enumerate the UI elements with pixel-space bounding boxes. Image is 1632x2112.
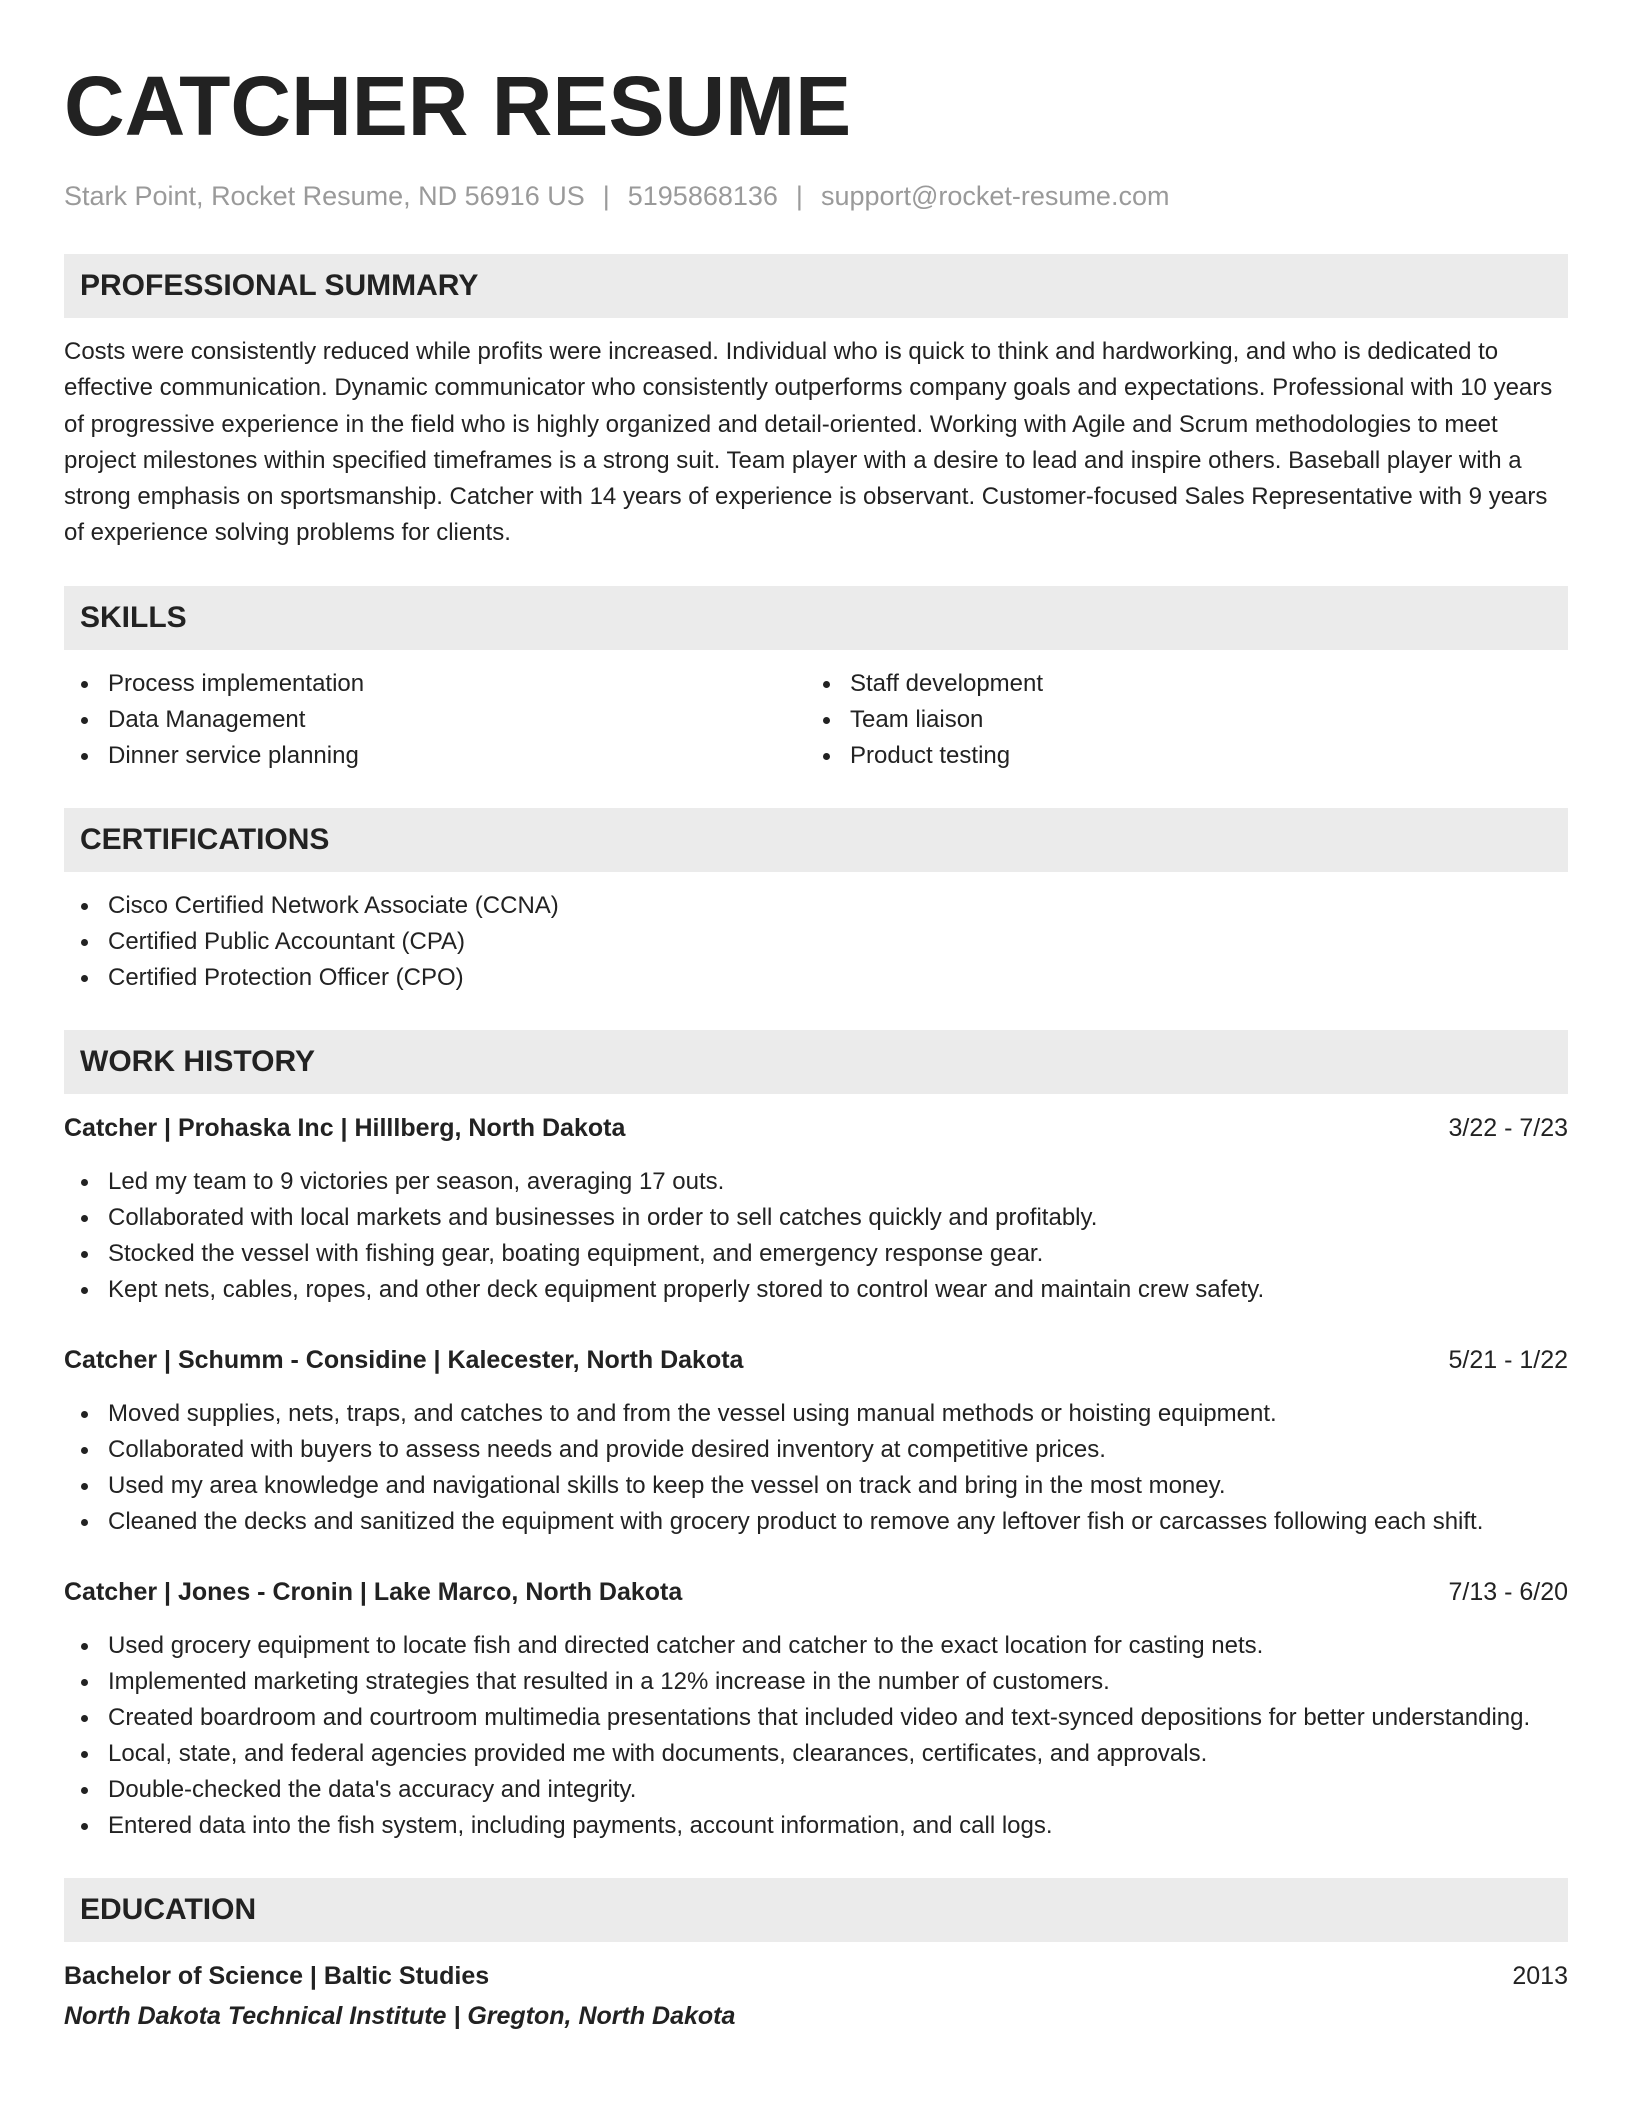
skills-grid bbox=[64, 666, 1568, 774]
job-bullet: Collaborated with local markets and businesses in order to sell catches quickly and profitably. bbox=[64, 1200, 1568, 1236]
job-dates: 3/22 - 7/23 bbox=[1448, 1113, 1568, 1142]
job-bullets bbox=[64, 1164, 1568, 1308]
job-bullets bbox=[64, 1396, 1568, 1540]
education-heading: EDUCATION bbox=[64, 1878, 1568, 1942]
certifications-heading: CERTIFICATIONS bbox=[64, 808, 1568, 872]
certification-item: Certified Protection Officer (CPO) bbox=[64, 960, 1568, 996]
skills-section bbox=[64, 586, 1568, 774]
skill-item: Team liaison bbox=[806, 702, 1548, 738]
education-year: 2013 bbox=[1512, 1961, 1568, 1990]
certifications-section bbox=[64, 808, 1568, 996]
contact-email: support@rocket-resume.com bbox=[820, 181, 1170, 211]
skill-item: Product testing bbox=[806, 738, 1548, 774]
certification-item: Cisco Certified Network Associate (CCNA) bbox=[64, 888, 1568, 924]
contact-address: Stark Point, Rocket Resume, ND 56916 US bbox=[64, 181, 585, 211]
job-entry bbox=[64, 1110, 1568, 1308]
job-header bbox=[64, 1574, 1568, 1610]
skill-item: Data Management bbox=[64, 702, 806, 738]
job-title: Catcher | Jones - Cronin | Lake Marco, North Dakota bbox=[64, 1577, 683, 1606]
job-bullet: Entered data into the fish system, including payments, account information, and call logs. bbox=[64, 1808, 1568, 1844]
job-bullet: Moved supplies, nets, traps, and catches to and from the vessel using manual methods or hoisting equipment. bbox=[64, 1396, 1568, 1432]
skills-heading: SKILLS bbox=[64, 586, 1568, 650]
job-bullets bbox=[64, 1628, 1568, 1844]
job-dates: 5/21 - 1/22 bbox=[1448, 1345, 1568, 1374]
contact-line bbox=[64, 178, 1568, 214]
job-title: Catcher | Prohaska Inc | Hilllberg, North Dakota bbox=[64, 1113, 626, 1142]
job-bullet: Used my area knowledge and navigational skills to keep the vessel on track and bring in the most money. bbox=[64, 1468, 1568, 1504]
contact-separator: | bbox=[795, 181, 803, 211]
job-bullet: Kept nets, cables, ropes, and other deck equipment properly stored to control wear and maintain crew safety. bbox=[64, 1272, 1568, 1308]
job-bullet: Double-checked the data's accuracy and integrity. bbox=[64, 1772, 1568, 1808]
work-history-section bbox=[64, 1030, 1568, 1844]
job-bullet: Created boardroom and courtroom multimedia presentations that included video and text-synced depositions for better understanding. bbox=[64, 1700, 1568, 1736]
skills-column-right bbox=[806, 666, 1548, 774]
education-entry bbox=[64, 1958, 1568, 2034]
job-bullet: Cleaned the decks and sanitized the equipment with grocery product to remove any leftover fish or carcasses following each shift. bbox=[64, 1504, 1568, 1540]
summary-section bbox=[64, 254, 1568, 552]
certification-item: Certified Public Accountant (CPA) bbox=[64, 924, 1568, 960]
skill-item: Process implementation bbox=[64, 666, 806, 702]
contact-phone: 5195868136 bbox=[627, 181, 778, 211]
education-school: North Dakota Technical Institute | Gregton, North Dakota bbox=[64, 2001, 736, 2030]
skill-item: Dinner service planning bbox=[64, 738, 806, 774]
job-header bbox=[64, 1342, 1568, 1378]
job-bullet: Used grocery equipment to locate fish and directed catcher and catcher to the exact location for casting nets. bbox=[64, 1628, 1568, 1664]
job-dates: 7/13 - 6/20 bbox=[1448, 1577, 1568, 1606]
contact-separator: | bbox=[602, 181, 610, 211]
skills-column-left bbox=[64, 666, 806, 774]
resume-title: CATCHER RESUME bbox=[64, 59, 852, 153]
skill-item: Staff development bbox=[806, 666, 1548, 702]
education-degree: Bachelor of Science | Baltic Studies bbox=[64, 1961, 490, 1990]
education-section bbox=[64, 1878, 1568, 2034]
job-entry bbox=[64, 1574, 1568, 1844]
certifications-list bbox=[64, 888, 1568, 996]
work-history-heading: WORK HISTORY bbox=[64, 1030, 1568, 1094]
job-header bbox=[64, 1110, 1568, 1146]
job-bullet: Collaborated with buyers to assess needs and provide desired inventory at competitive prices. bbox=[64, 1432, 1568, 1468]
summary-text: Costs were consistently reduced while profits were increased. Individual who is quick to think and hardworking, and who is dedicated to effective communication. Dynamic communicator who consistently outperforms company goals and expectations. Professional with 10 years of progressive experience in the field who is highly organized and detail-oriented. Working with Agile and Scrum methodologies to meet project milestones within specified timeframes is a strong suit. Team player with a desire to lead and inspire others. Baseball player with a strong emphasis on sportsmanship. Catcher with 14 years of experience is observant. Customer-focused Sales Representative with 9 years of experience solving problems for clients. bbox=[64, 338, 1553, 547]
summary-heading: PROFESSIONAL SUMMARY bbox=[64, 254, 1568, 318]
job-bullet: Stocked the vessel with fishing gear, boating equipment, and emergency response gear. bbox=[64, 1236, 1568, 1272]
job-bullet: Local, state, and federal agencies provided me with documents, clearances, certificates, and approvals. bbox=[64, 1736, 1568, 1772]
job-title: Catcher | Schumm - Considine | Kalecester, North Dakota bbox=[64, 1345, 744, 1374]
job-bullet: Led my team to 9 victories per season, averaging 17 outs. bbox=[64, 1164, 1568, 1200]
education-header bbox=[64, 1958, 1568, 1994]
job-entry bbox=[64, 1342, 1568, 1540]
job-bullet: Implemented marketing strategies that resulted in a 12% increase in the number of customers. bbox=[64, 1664, 1568, 1700]
